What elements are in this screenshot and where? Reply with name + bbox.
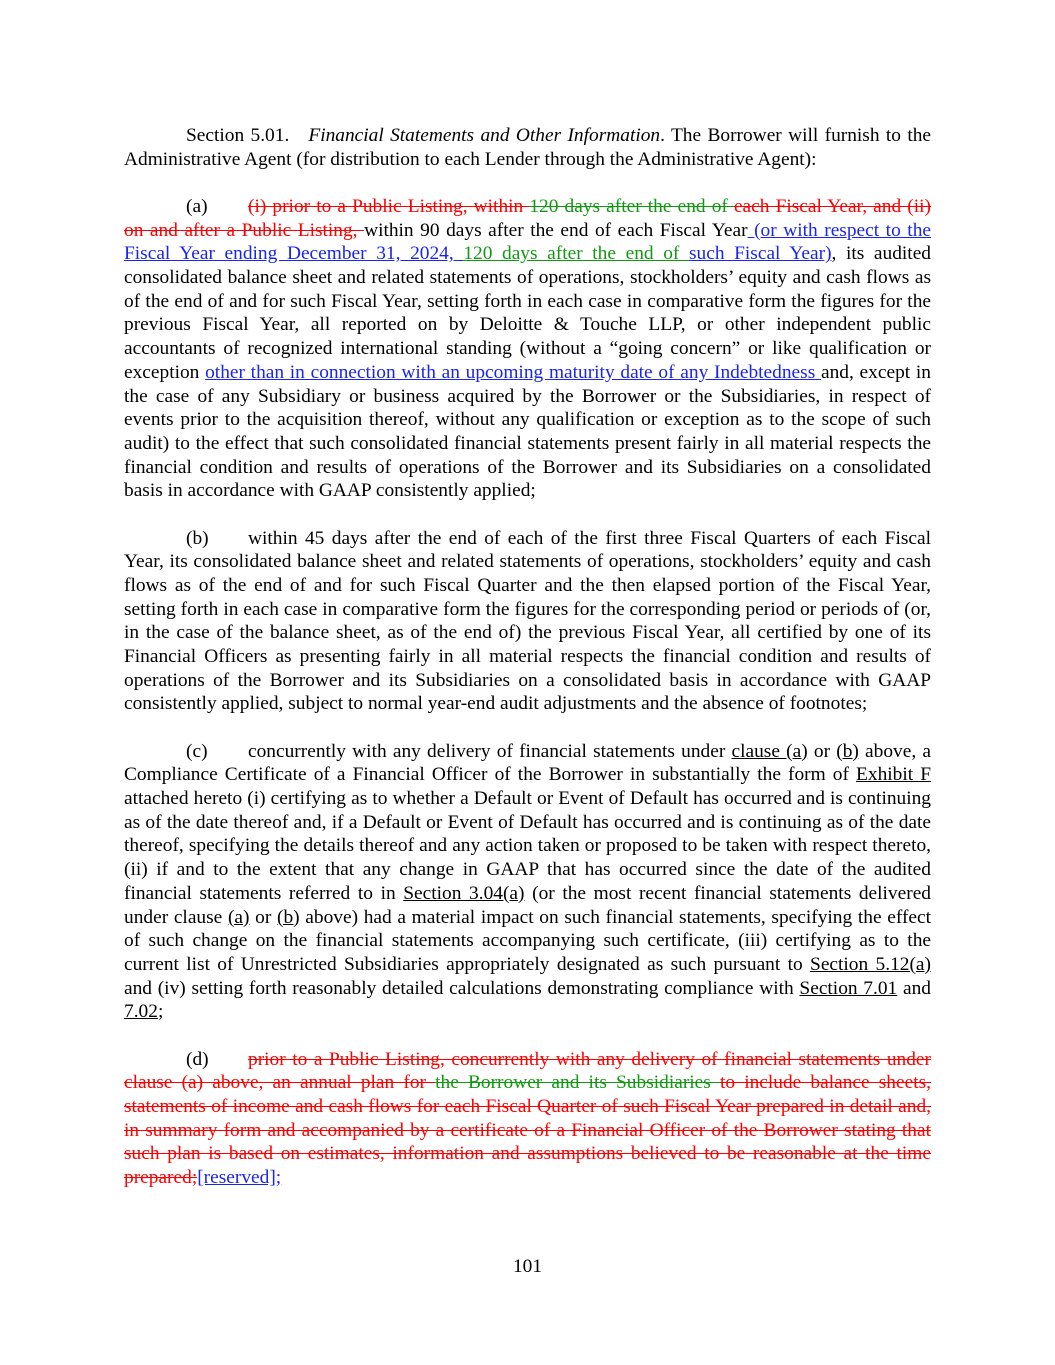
body-text: above) had a material impact on such financial statements, specifying the effect of such change on the financial statements accompanying such certificate, (iii) certifying as to the current list of Unrestricted Subsidiaries appropriately designated as such pursuant to: [124, 906, 932, 975]
body-text: and, except in the case of any Subsidiary or business acquired by the Borrower or the Subsidiaries, in respect of events prior to the acquisition thereof, without any qualification or exception as to the scope of such audit) to the effect that such consolidated financial statements present fairly in all material respects the financial condition and results of operations of the Borrower and its Subsidiaries on a consolidated basis in accordance with GAAP consistently applied;: [124, 361, 931, 502]
deleted-text: prior to a Public Listing, concurrently with any delivery of financial statements under clause (a) above, an annual plan for: [124, 1048, 931, 1094]
body-text: or: [807, 740, 837, 762]
section-intro: . The Borrower will furnish to the Administrative Agent (for distribution to each Lender through the Administrative Agent):: [124, 125, 932, 170]
deleted-text: each Fiscal Year, and (ii) on and after a Public Listing,: [124, 195, 931, 241]
paragraph-b: [124, 527, 931, 717]
moved-from-text: the Borrower and its Subsidiaries: [435, 1072, 720, 1094]
inserted-text: [reserved];: [197, 1167, 282, 1189]
cross-reference: Section 7.01: [799, 977, 898, 999]
body-text: and (iv) setting forth reasonably detailed calculations demonstrating compliance with: [124, 977, 800, 999]
paragraph-c: [124, 740, 931, 1024]
section-number: Section 5.01.: [186, 125, 290, 146]
inserted-text: such Fiscal Year): [688, 243, 832, 265]
page-number: 101: [512, 1256, 543, 1277]
body-text: within 45 days after the end of each of the first three Fiscal Quarters of each Fiscal Year, its consolidated balance sheet and related statements of operations, stockholders’ equity and cash flows as of the end of and for such Fiscal Quarter and the then elapsed portion of the Fiscal Year, setting forth in each case in comparative form the figures for the corresponding period or periods of (or, in the case of the balance sheet, as of the end of) the previous Fiscal Year, all certified by one of its Financial Officers as presenting fairly in all material respects the financial condition and results of operations of the Borrower and its Subsidiaries on a consolidated basis in accordance with GAAP consistently applied, subject to normal year-end audit adjustments and the absence of footnotes;: [124, 527, 931, 715]
body-text: within 90 days after the end of each Fiscal Year: [364, 219, 748, 241]
deleted-text: (i) prior to a Public Listing, within: [248, 195, 530, 217]
paragraph-c-label: (c): [186, 740, 208, 762]
body-text: (or the most recent financial statements delivered under clause: [124, 882, 931, 928]
paragraph-d-label: (d): [186, 1048, 209, 1070]
body-text: above, a Compliance Certificate of a Financial Officer of the Borrower in substantially the form of: [124, 740, 931, 786]
section-heading-paragraph: [124, 124, 931, 171]
paragraph-a-label: (a): [186, 195, 208, 217]
body-text: or: [249, 906, 277, 928]
body-text: and: [897, 977, 931, 999]
section-title: Financial Statements and Other Information: [308, 125, 661, 146]
moved-to-text: 120 days after the end of: [463, 243, 689, 265]
document-page: [124, 124, 931, 1213]
cross-reference: Exhibit F: [856, 764, 931, 786]
body-text: attached hereto (i) certifying as to whether a Default or Event of Default has occurred and is continuing as of the date thereof and, if a Default or Event of Default has occurred and is continuing as of the date thereof, specifying the details thereof and any action taken or proposed to be taken with respect thereto, (ii) if and to the extent that any change in GAAP that has occurred since the date of the audited financial statements referred to in: [124, 788, 931, 904]
cross-reference: (b): [276, 906, 300, 928]
paragraph-b-label: (b): [186, 527, 209, 549]
paragraph-d: [124, 1048, 931, 1190]
cross-reference: (a): [227, 906, 250, 928]
cross-reference: clause (a): [731, 740, 808, 762]
cross-reference: Section 5.12(a): [810, 954, 931, 975]
body-text: , its audited consolidated balance sheet and related statements of operations, stockholders’ equity and cash flows as of the end of and for such Fiscal Year, setting forth in each case in comparative form the figures for the previous Fiscal Year, all reported on by Deloitte & Touche LLP, or other independent public accountants of recognized international standing (without a “going concern” or like qualification or exception: [124, 243, 931, 383]
body-text: concurrently with any delivery of financial statements under: [248, 740, 732, 762]
deleted-text: to include balance sheets, statements of income and cash flows for each Fiscal Quarter of such Fiscal Year prepared in detail and, in summary form and accompanied by a certificate of a Financial Officer of the Borrower stating that such plan is based on estimates, information and assumptions believed to be reasonable at the time prepared;: [124, 1072, 931, 1189]
inserted-text: (or with respect to the Fiscal Year ending December 31, 2024,: [124, 219, 931, 265]
moved-from-text: 120 days after the end of: [529, 195, 734, 217]
cross-reference: 7.02: [124, 1001, 158, 1023]
cross-reference: Section 3.04(a): [403, 882, 525, 904]
body-text: ;: [157, 1001, 164, 1023]
inserted-text: other than in connection with an upcoming maturity date of any Indebtedness: [205, 361, 821, 383]
paragraph-a: [124, 195, 931, 503]
cross-reference: (b): [836, 740, 859, 762]
